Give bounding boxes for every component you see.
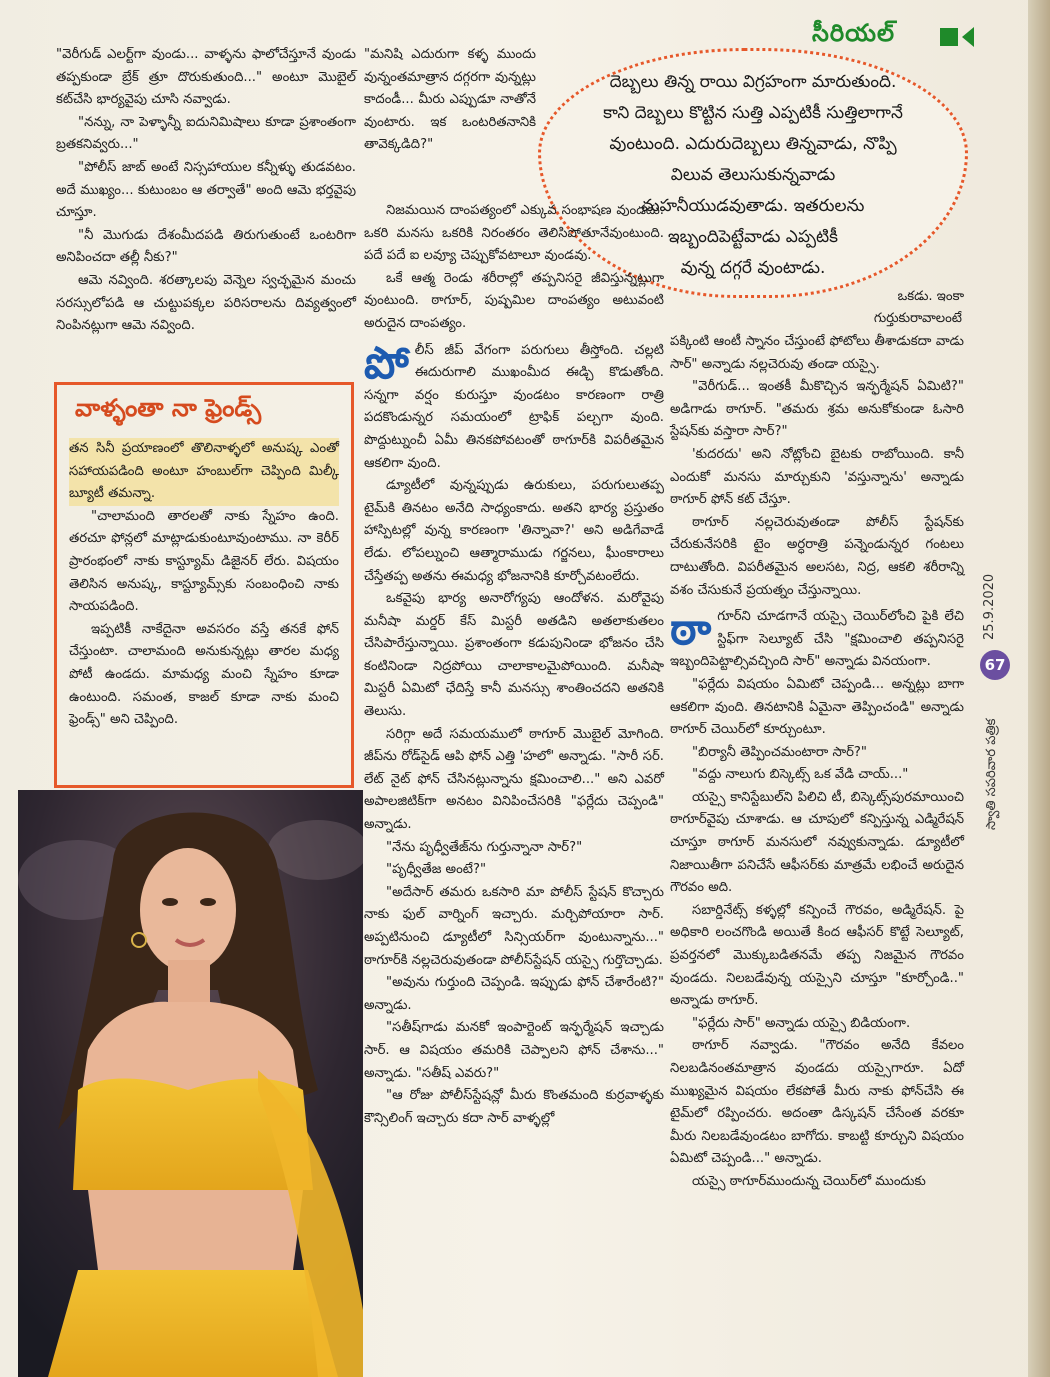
dropcap-text: గూర్‌ని చూడగానే యస్సై చెయిర్‌లోంచి పైకి లేచి స్టిఫ్‌గా సెల్యూట్ చేసి "క్షమించాలి తప్పనిసరై ఇబ్బందిపెట్టాల్సివచ్చింది సార్" అన్నాడు వినయంగా. (670, 609, 964, 670)
sidebar-box (54, 428, 354, 788)
magazine-name: స్వాతి సపరివార పత్రిక (984, 718, 999, 830)
paragraph: "పృధ్వీతేజ అంటే?" (386, 862, 487, 878)
paragraph: సరిగ్గా అదే సమయములో ఠాగూర్ మొబైల్ మోగింది. జీప్‌ను రోడ్‌సైడ్ ఆపి ఫోన్ ఎత్తి 'హలో' అన్నాడు. "సారీ సర్. లేట్ నైట్ ఫోన్ చేసినట్లున్నాను క్షమించాలి..." అని ఎవరో అపాలజిటిక్‌గా అనటం వినిపించేసరికి "ఫర్లేదు చెప్పండి" అన్నాడు. (364, 726, 664, 833)
paragraph: "మనిషి ఎదురుగా కళ్ళ ముందు వున్నంతమాత్రాన దగ్గరగా వున్నట్లు కాదండీ... మీరు ఎప్పుడూ నాతోనే వుంటారు. ఇక ఒంటరితనానికి తావెక్కడిది?" (364, 47, 536, 153)
sidebar-box-title: వాళ్ళంతా నా ఫ్రెండ్స్ (75, 393, 262, 422)
page-edge (1028, 0, 1050, 1377)
paragraph: "వద్దు నాలుగు బిస్కెట్స్ ఒక వేడి చాయ్..." (692, 767, 909, 783)
paragraph: "సతీష్‌గాడు మనకో ఇంపార్టెంట్ ఇన్ఫర్మేషన్ ఇచ్చాడు సార్. ఆ విషయం తమరికి చెప్పాలని ఫోన్ చేశాను..." అన్నాడు. "సతీష్ ఎవరు?" (364, 1020, 664, 1081)
paragraph: తన సినీ ప్రయాణంలో తొలినాళ్ళలో అనుష్క ఎంతో సహాయపడింది అంటూ హంబుల్‌గా చెప్పింది మిల్కీ బ్యూటీ తమన్నా. (69, 438, 339, 506)
paragraph: "ఫర్లేదు సార్" అన్నాడు యస్సై బిడియంగా. (692, 1015, 911, 1031)
column-3-lead: ఒకడు. ఇంకా (897, 289, 964, 304)
paragraph: "ఆ రోజు పోలీస్‌స్టేషన్లో మీరు కొంతమంది కుర్రవాళ్ళకు కౌన్సిలింగ్ ఇచ్చారు కదా సార్ వాళ్ళల్లో (364, 1088, 664, 1126)
paragraph: "పోలీస్ జాబ్ అంటే నిస్సహాయుల కన్నీళ్ళు తుడవటం. అదే ముఖ్యం... కుటుంబం ఆ తర్వాతే" అంది ఆమె భర్తవైపు చూస్తూ. (56, 159, 356, 221)
column-1 (56, 44, 356, 338)
paragraph: ఠాగూర్ నవ్వాడు. "గౌరవం అనేది కేవలం నిలబడినంతమాత్రాన వుండదు యస్సైగారూ. ఏదో ముఖ్యమైన విషయం లేకపోతే మీరు నాకు ఫోన్‌చేసి ఈ టైమ్‌లో రప్పించరు. అదంతా డిస్కషన్ చేసేంత వరకూ మీరు నిలబడేవుండటం బాగోదు. కాబట్టి కూర్చుని విషయం ఏమిటో చెప్పండి..." అన్నాడు. (670, 1038, 964, 1167)
dropcap-text: లీస్ జీప్ వేగంగా పరుగులు తీస్తోంది. చల్లటి ఈదురుగాలి ముఖంమీద ఈడ్చి కొడుతోంది. సన్నగా వర్షం కురుస్తూ వుండటం కారణంగా రాత్రి పదకొండున్నర సమయంలో ట్రాఫిక్ పల్చగా వుంది. పొద్దుట్నుంచీ ఏమీ తినకపోవటంతో ఠాగూర్‌కి విపరీతమైన ఆకలిగా వుంది. (364, 342, 664, 471)
photo-illustration (18, 790, 363, 1377)
column-3 (670, 331, 964, 1194)
quote-line: కాని దెబ్బలు కొట్టిన సుత్తి ఎప్పటికీ సుత్తిలాగానే (603, 103, 903, 123)
quote-line: వున్న దగ్గరే వుంటాడు. (680, 258, 826, 278)
paragraph: ఒకే ఆత్మ రెండు శరీరాల్లో తప్పనిసరై జీవిస్తున్నట్లుగా వుంటుంది. ఠాగూర్, పుష్పమిల దాంపత్యం అటువంటి అరుదైన దాంపత్యం. (364, 270, 664, 331)
quote-line: ఇబ్బందిపెట్టేవాడు ఎప్పటికీ (667, 227, 839, 247)
dropcap-paragraph (670, 606, 964, 674)
paragraph: "అదేసార్ తమరు ఒకసారి మా పోలీస్ స్టేషన్ కొచ్చారు నాకు ఫుల్ వార్నింగ్ ఇచ్చారు. మర్చిపోయారా సార్. అప్పటినుంచి డ్యూటీలో సిన్సియర్‌గా వుంటున్నాను..." ఠాగూర్‌కి నల్లచెరువుతండా పోలీస్‌స్టేషన్ యస్సై గుర్తొచ్చాడు. (364, 884, 664, 968)
paragraph: సబార్డినేట్స్ కళ్ళల్లో కన్పించే గౌరవం, అడ్మిరేషన్. పై అధికారి లంచగొండి అయితే కింద ఆఫీసర్ కొట్టే సెల్యూట్, ప్రవర్తనలో మొక్కుబడితనమే తప్ప నిజమైన గౌరవం వుండదు. నిలబడేవున్న యస్సైని చూస్తూ "కూర్చోండి.." అన్నాడు ఠాగూర్. (670, 902, 964, 1009)
arrow-left-icon (962, 27, 974, 47)
dropcap: ఠా (670, 604, 712, 656)
paragraph: ఒకవైపు భార్య అనారోగ్యపు ఆందోళన. మరోవైపు మనీషా మర్డర్ కేస్ మిస్టరీ అతడిని అతలాకుతలం చేసిపారేస్తున్నాయి. ప్రశాంతంగా కడుపునిండా భోజనం చేసి కంటినిండా నిద్రపోయి చాలాకాలమైపోయింది. మనీషా మిస్టరీ ఏమిటో ఛేదిస్తే కానీ మనస్సు శాంతించదని అతనికి తెలుసు. (364, 591, 664, 720)
section-header (812, 18, 972, 56)
issue-date: 25.9.2020 (982, 573, 997, 640)
paragraph: "వెరీగుడ్... ఇంతకీ మీకొచ్చిన ఇన్ఫర్మేషన్ ఏమిటి?" అడిగాడు ఠాగూర్. "తమరు శ్రమ అనుకోకుండా ఓసారి స్టేషన్‌కు వస్తారా సార్?" (670, 379, 964, 440)
section-title: సీరియల్ (812, 18, 895, 47)
quote-line: వుంటుంది. ఎదురుదెబ్బలు తిన్నవాడు, నొప్పి (609, 134, 897, 154)
paragraph: "బిర్యానీ తెప్పించమంటారా సార్?" (692, 744, 867, 760)
column-2 (364, 200, 664, 1130)
dropcap: పో (364, 337, 409, 389)
sidebar-box-heading (54, 382, 354, 428)
paragraph: ఆమె నవ్వింది. శరత్కాలపు వెన్నెల స్వచ్ఛమైన మంచు సరస్సులోపడి ఆ చుట్టుపక్కల పరిసరాలను దివ్యత్వంలో నింపినట్లుగా ఆమె నవ్వింది. (56, 272, 356, 334)
actress-photo (18, 790, 363, 1377)
column-2-top (364, 44, 536, 157)
quote-line: మహనీయుడవుతాడు. ఇతరులను (641, 196, 865, 216)
quote-line: దెబ్బలు తిన్న రాయి విగ్రహంగా మారుతుంది. (609, 72, 897, 92)
paragraph: ఇప్పటికీ నాకేదైనా అవసరం వస్తే తనకే ఫోన్ చేస్తుంటా. చాలామంది అనుకున్నట్లు తారల మధ్య పోటీ ఉండదు. మామధ్య మంచి స్నేహం కూడా ఉంటుంది. సమంత, కాజల్ కూడా నాకు మంచి ఫ్రెండ్స్" అని చెప్పింది. (69, 621, 339, 728)
paragraph: 'కుదరదు' అని నోట్లోంచి బైటకు రాబోయింది. కానీ ఎందుకో మనసు మార్చుకుని 'వస్తున్నాను' అన్నాడు ఠాగూర్ ఫోన్ కట్ చేస్తూ. (670, 446, 964, 508)
paragraph: డ్యూటీలో వున్నప్పుడు ఉరుకులు, పరుగులుతప్ప టైమ్‌కి తినటం అనేది సాధ్యంకాదు. అతని భార్య ప్రస్తుతం హాస్పిటల్లో వున్న కారణంగా 'తిన్నావా?' అని అడిగేవాడే లేడు. లోపల్నుంచి ఆత్మారాముడు గర్జనలు, ఘీంకారాలు చేస్తేతప్ప అతను ఈమధ్య భోజనానికి కూర్చోవటంలేదు. (364, 478, 664, 584)
quote-line: విలువ తెలుసుకున్నవాడు (670, 165, 836, 185)
paragraph: "నన్ను, నా పెళ్ళాన్నీ ఐదునిమిషాలు కూడా ప్రశాంతంగా బ్రతకనివ్వరు..." (56, 114, 356, 153)
paragraph: యస్సై ఠాగూర్‌ముందున్న చెయిర్‌లో ముందుకు (692, 1173, 926, 1189)
paragraph: "నీ మొగుడు దేశంమీదపడి తిరుగుతుంటే ఒంటరిగా అనిపించదా తల్లీ నీకు?" (56, 227, 356, 266)
paragraph: "నేను పృధ్వీతేజ్‌ను గుర్తున్నానా సార్?" (386, 839, 583, 855)
paragraph: పక్కింటి ఆంటీ స్నానం చేస్తుంటే ఫోటోలు తీశాడుకదా వాడు సార్" అన్నాడు నల్లచెరువు తండా యస్సై. (670, 334, 964, 372)
page-number: 67 (980, 650, 1010, 680)
dropcap-paragraph (364, 337, 664, 476)
paragraph: నిజమయిన దాంపత్యంలో ఎక్కువ సంభాషణ వుండదు. ఒకరి మనసు ఒకరికి నిరంతరం తెలిసిపోతూనేవుంటుంది. పదే పదే ఐ లవ్యూ చెప్పుకోవటాలూ వుండవు. (364, 203, 664, 264)
paragraph: "చాలామంది తారలతో నాకు స్నేహం ఉంది. తరచూ ఫోన్లలో మాట్లాడుకుంటూవుంటాము. నా కెరీర్ ప్రారంభంలో నాకు కాస్ట్యూమ్ డిజైనర్ లేరు. విషయం తెలిసిన అనుష్క, కాస్ట్యూమ్స్‌కు సంబంధించి నాకు సాయపడింది. (69, 508, 339, 615)
paragraph: "వెరీగుడ్ ఎలర్ట్‌గా వుండు... వాళ్ళను ఫాలోచేస్తూనే వుండు తప్పకుండా బ్రేక్ త్రూ దొరుకుతుంది..." అంటూ మొబైల్ కట్‌చేసి భార్యవైపు చూసి నవ్వాడు. (56, 47, 356, 108)
square-icon (940, 28, 958, 46)
paragraph: "ఫర్లేదు విషయం ఏమిటో చెప్పండి... అన్నట్లు బాగా ఆకలిగా వుంది. తినటానికి ఏమైనా తెప్పించండి" అన్నాడు ఠాగూర్ చెయిర్‌లో కూర్చుంటూ. (670, 676, 964, 738)
paragraph: ఠాగూర్ నల్లచెరువుతండా పోలీస్ స్టేషన్‌కు చేరుకునేసరికి టైం అర్ధరాత్రి పన్నెండున్నర గంటలు దాటుతోంది. విపరీతమైన అలసట, నిద్ర, ఆకలి శరీరాన్ని వశం చేసుకునే ప్రయత్నం చేస్తున్నాయి. (670, 514, 964, 598)
column-3-lead-2: గుర్తుకురావాలంటే (873, 311, 962, 326)
paragraph: "అవును గుర్తుంది చెప్పండి. ఇప్పుడు ఫోన్ చేశారేంటి?" అన్నాడు. (364, 975, 664, 1013)
paragraph: యస్సై కానిస్టేబుల్‌ని పిలిచి టీ, బిస్కెట్స్‌పురమాయించి ఠాగూర్‌వైపు చూశాడు. ఆ చూపులో కన్పిస్తున్న ఎడ్మిరేషన్ చూస్తూ ఠాగూర్ మనసులో నవ్వుకున్నాడు. డ్యూటీలో నిజాయితీగా పనిచేసే ఆఫీసర్‌కు మాత్రమే లభించే అరుదైన గౌరవం అది. (670, 789, 964, 896)
